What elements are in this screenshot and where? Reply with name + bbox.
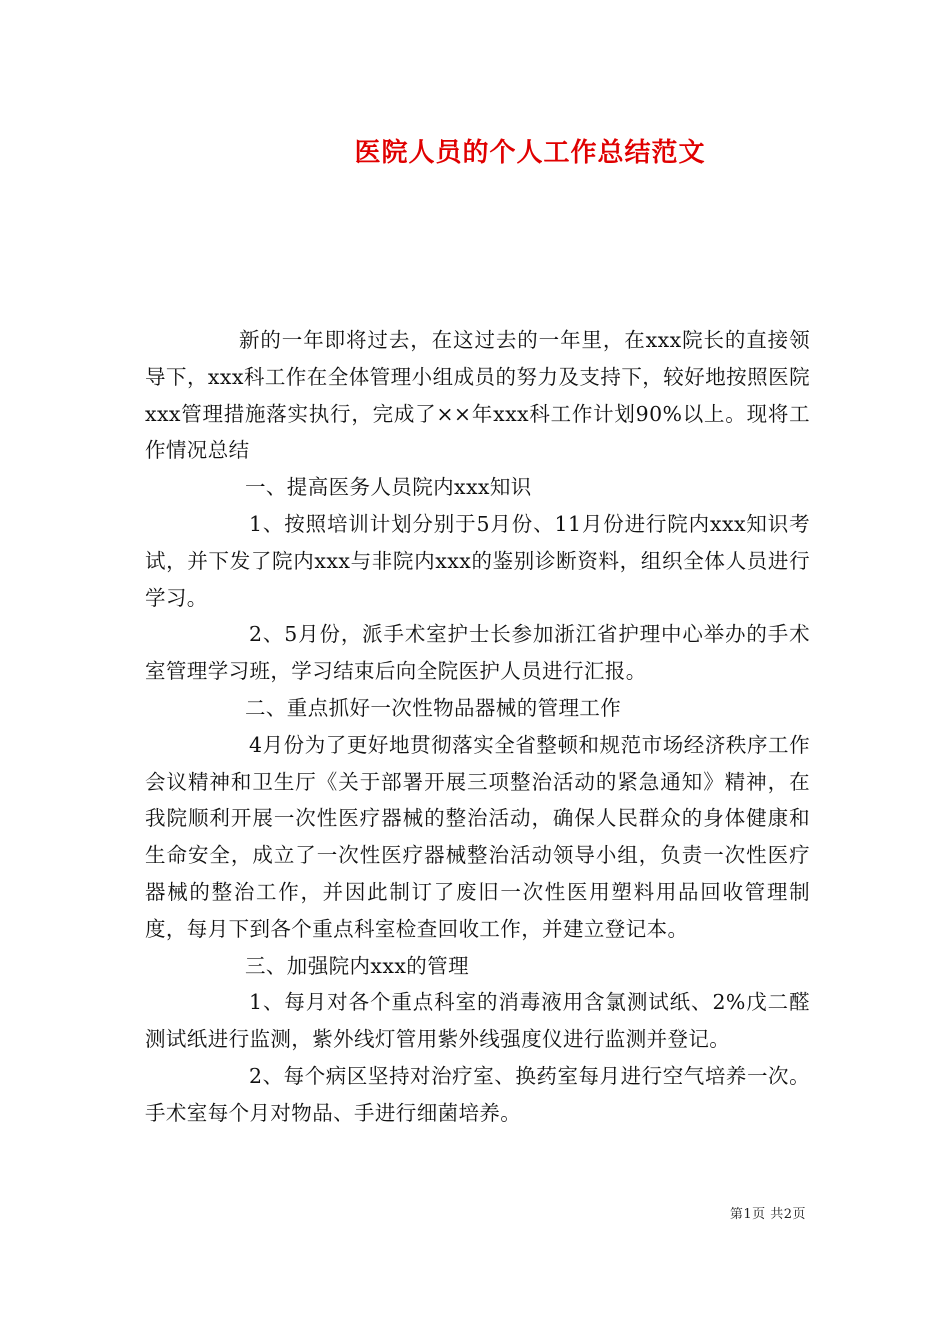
section-2-paragraph: 4月份为了更好地贯彻落实全省整顿和规范市场经济秩序工作会议精神和卫生厅《关于部署开展三项整治活动的紧急通知》精神，在我院顺利开展一次性医疗器械的整治活动，确保人民群众的身体健康和生命安全，成立了一次性医疗器械整治活动领导小组，负责一次性医疗器械的整治工作，并因此制订了废旧一次性医用塑料用品回收管理制度，每月下到各个重点科室检查回收工作，并建立登记本。 xyxy=(145,732,810,941)
intro-paragraph: 新的一年即将过去，在这过去的一年里，在xxx院长的直接领导下，xxx科工作在全体管理小组成员的努力及支持下，较好地按照医院xxx管理措施落实执行，完成了××年xxx科工作计划90%以上。现将工作情况总结 xyxy=(145,328,810,463)
section-3-item-2: 2、每个病区坚持对治疗室、换药室每月进行空气培养一次。手术室每个月对物品、手进行细菌培养。 xyxy=(145,1063,810,1125)
document-title: 医院人员的个人工作总结范文 xyxy=(354,138,706,168)
section-1-item-2: 2、5月份，派手术室护士长参加浙江省护理中心举办的手术室管理学习班，学习结束后向全院医护人员进行汇报。 xyxy=(145,622,810,684)
section-heading-1: 一、提高医务人员院内xxx知识 xyxy=(245,475,532,500)
section-3-item-1: 1、每月对各个重点科室的消毒液用含氯测试纸、2%戊二醛测试纸进行监测，紫外线灯管用紫外线强度仪进行监测并登记。 xyxy=(145,990,810,1052)
section-1-item-1: 1、按照培训计划分别于5月份、11月份进行院内xxx知识考试，并下发了院内xxx与非院内xxx的鉴别诊断资料，组织全体人员进行学习。 xyxy=(145,511,810,610)
page-number-footer: 第1页 共2页 xyxy=(729,1207,806,1222)
section-heading-2: 二、重点抓好一次性物品器械的管理工作 xyxy=(245,695,622,720)
section-heading-3: 三、加强院内xxx的管理 xyxy=(245,953,469,978)
document-body xyxy=(145,322,810,1132)
